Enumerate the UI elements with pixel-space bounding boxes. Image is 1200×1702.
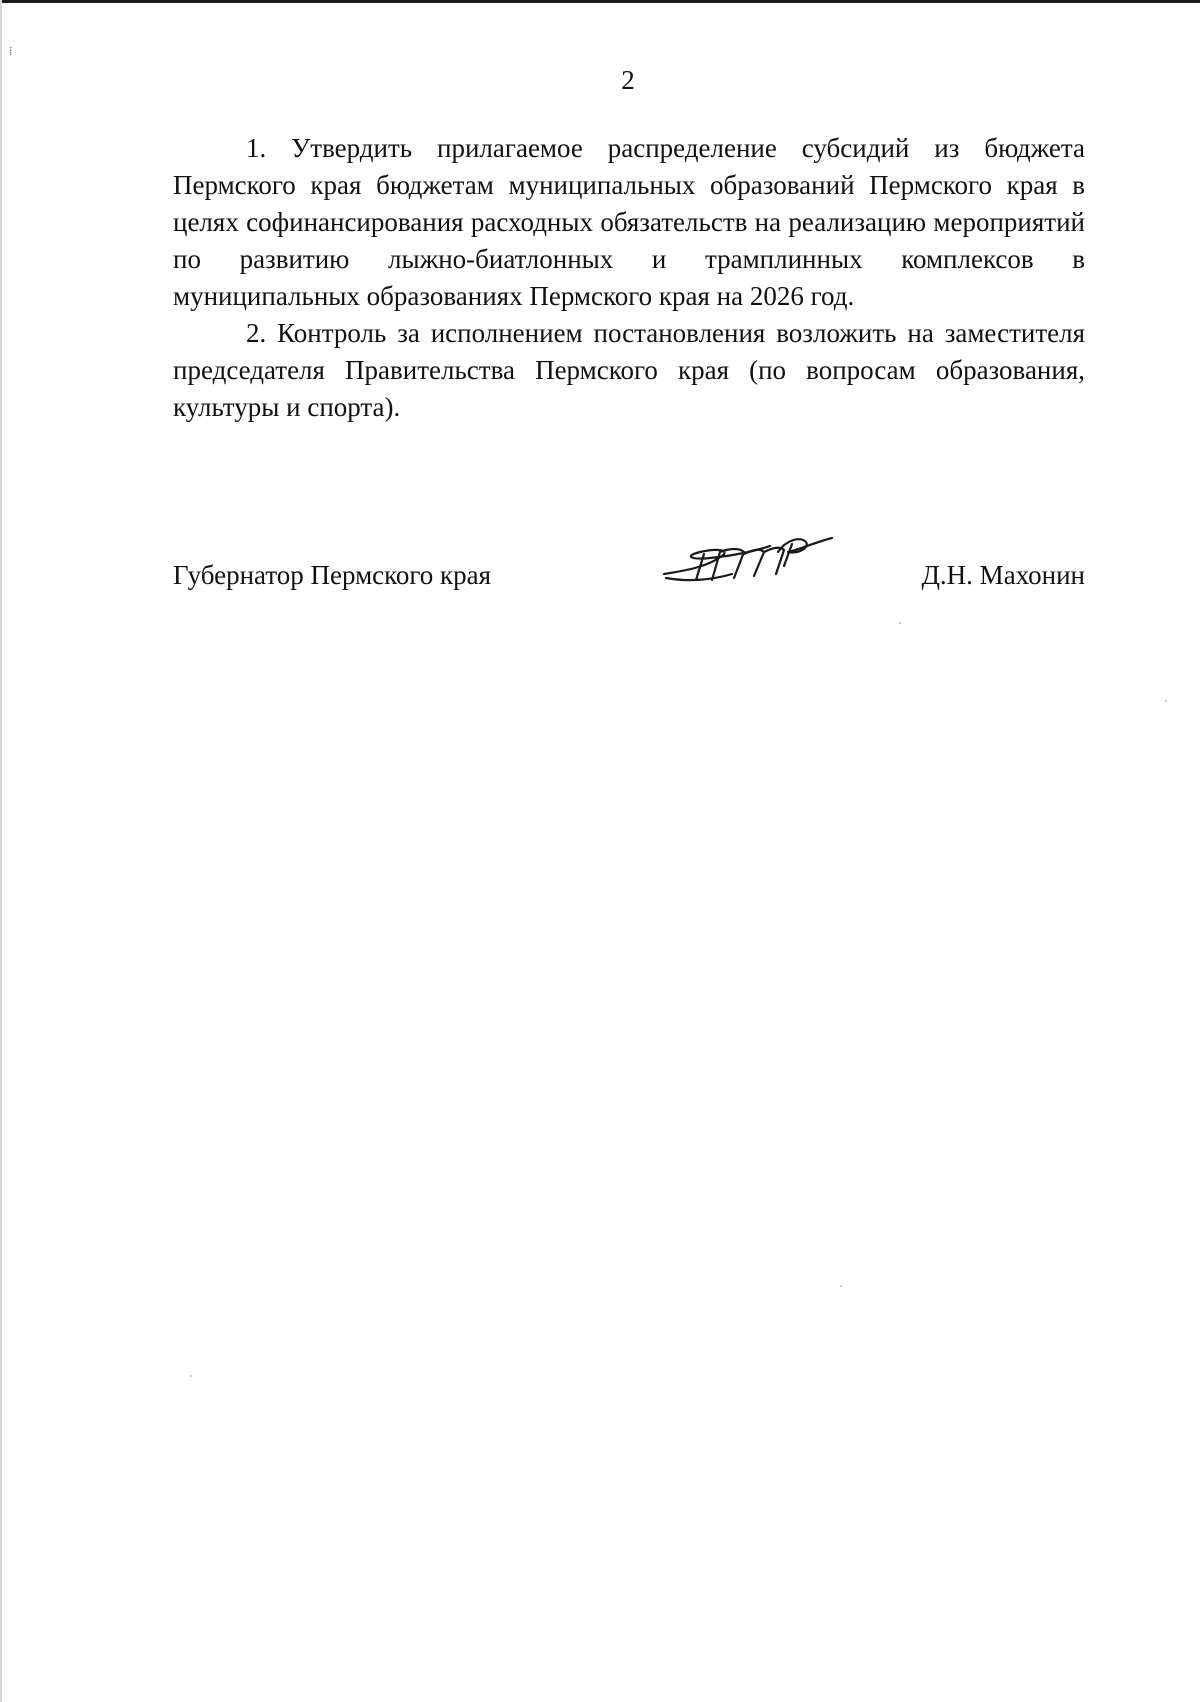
scan-dot	[840, 1285, 842, 1287]
scan-border-top	[0, 0, 1200, 3]
signatory-position: Губернатор Пермского края	[173, 560, 492, 590]
paragraph-2: 2. Контроль за исполнением постановления возложить на заместителя председателя Правительства Пермского края (по вопросам образования, культуры и спорта).	[173, 318, 1085, 422]
scan-border-left	[0, 0, 2, 1702]
page-number: 2	[621, 65, 635, 95]
scan-dot	[899, 622, 901, 624]
scan-artifact: ⁞	[9, 44, 13, 58]
handwritten-signature	[660, 530, 840, 592]
scan-dot	[1165, 700, 1167, 702]
signatory-name: Д.Н. Махонин	[921, 560, 1085, 590]
paragraph-1: 1. Утвердить прилагаемое распределение субсидий из бюджета Пермского края бюджетам муниципальных образований Пермского края в целях софинансирования расходных обязательств на реализацию мероприятий по развитию лыжно-биатлонных и трамплинных комплексов в муниципальных образованиях Пермского края на 2026 год.	[173, 133, 1085, 311]
document-body	[173, 130, 1085, 426]
scan-dot	[190, 1375, 192, 1377]
